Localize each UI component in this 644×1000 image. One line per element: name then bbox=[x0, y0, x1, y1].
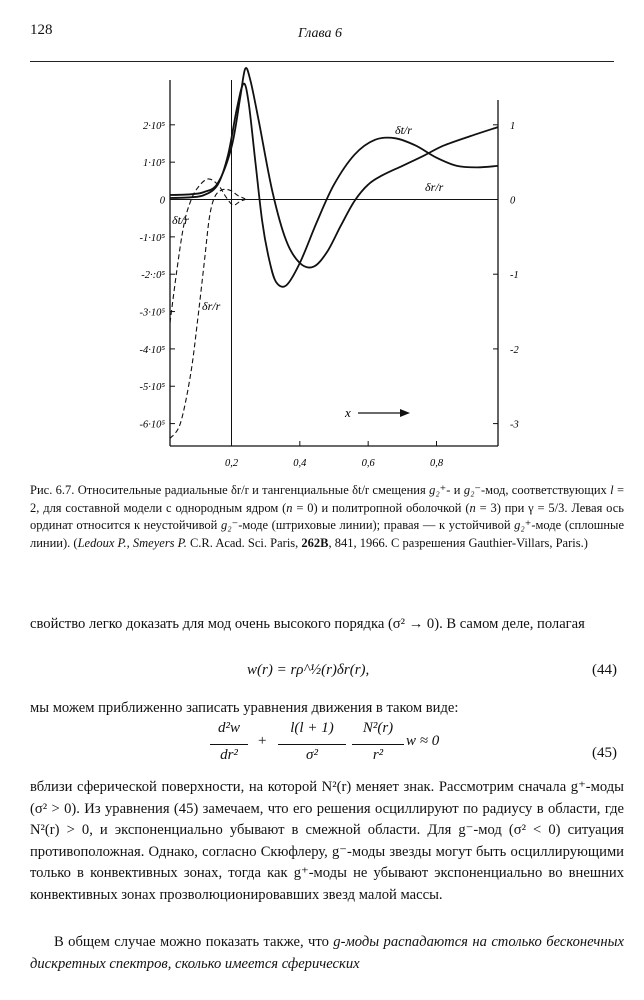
left-tick-label: 1·10⁵ bbox=[142, 158, 165, 170]
x-tick-label: 0,8 bbox=[429, 458, 444, 469]
page-number: 128 bbox=[30, 22, 53, 38]
equation-44-number: (44) bbox=[592, 662, 617, 678]
right-tick-label: -3 bbox=[510, 419, 519, 431]
header-rule bbox=[30, 61, 614, 62]
equation-45: d²w dr² + l(l + 1) σ² N²(r) r² w ≈ 0 bbox=[210, 720, 450, 774]
right-tick-label: 1 bbox=[510, 120, 516, 132]
x-tick-label: 0,6 bbox=[361, 458, 375, 469]
running-title: Глава 6 bbox=[298, 26, 342, 41]
equation-44: w(r) = rρ^½(r)δr(r), bbox=[247, 662, 370, 678]
series-line-solid-2 bbox=[170, 68, 498, 268]
left-tick-label: -6·10⁵ bbox=[139, 419, 165, 431]
x-tick-label: 0,2 bbox=[224, 458, 239, 469]
label-solid-r: δr/r bbox=[425, 180, 444, 194]
paragraph-3: вблизи сферической поверхности, на которой N²(r) меняет знак. Рассмотрим сначала g⁺-моды (σ² > 0). Из уравнения (45) замечаем, что его решения осциллируют по радиусу в области, где N²(r) > 0, и экспоненциально убывают в смежной области. Для g⁻-мод (σ² < 0) ситуация противоположная. Однако, согласно Скюфлеру, g⁻-моды звезды могут быть осциллирующими только в конвективных зонах, тогда как g⁺-моды не убывают экспоненциально во внешних конвективных зонах прозволюционировавших звезд малой массы. bbox=[30, 779, 624, 903]
paragraph-2: мы можем приближенно записать уравнения движения в таком виде: bbox=[30, 700, 459, 716]
left-tick-label: -1·10⁵ bbox=[139, 232, 165, 244]
right-tick-label: 0 bbox=[510, 195, 516, 207]
left-tick-label: 0 bbox=[159, 195, 165, 207]
x-direction-arrow bbox=[358, 409, 410, 417]
left-tick-label: -3·10⁵ bbox=[139, 307, 165, 319]
paragraph-4: В общем случае можно показать также, что g-моды распадаются на столько бесконечных дискретных спектров, сколько имеется сферических bbox=[30, 934, 624, 972]
x-tick-label: 0,4 bbox=[293, 458, 307, 469]
label-dashed-r: δr/r bbox=[202, 299, 221, 313]
label-solid-t: δt/r bbox=[395, 123, 412, 137]
left-tick-label: 2·10⁵ bbox=[142, 120, 165, 132]
series-line-solid-1 bbox=[170, 84, 498, 287]
right-tick-label: -1 bbox=[510, 270, 519, 282]
x-axis-label: x bbox=[345, 405, 351, 420]
left-tick-label: -2·:0⁵ bbox=[141, 270, 165, 282]
left-tick-label: -4·10⁵ bbox=[139, 344, 165, 356]
figure-chart bbox=[130, 78, 570, 468]
figure-caption: Рис. 6.7. Относительные радиальные δr/r и тангенциальные δt/r смещения g₂⁺- и g₂⁻-мод, соответствующих l = 2, для составной модели с однородным ядром (n = 0) и политропной оболочкой (n = 3) при γ = 5/3. Левая ось ординат относится к неустойчивой g₂⁻-моде (штриховые линии); правая — к устойчивой g₂⁺-моде (сплошные линии). (Ledoux P., Smeyers P. C.R. Acad. Sci. Paris, 262B, 841, 1966. С разрешения Gauthier-Villars, Paris.) bbox=[30, 483, 624, 550]
label-dashed-t: δt/r bbox=[172, 213, 189, 227]
right-tick-label: -2 bbox=[510, 344, 519, 356]
equation-45-number: (45) bbox=[592, 745, 617, 761]
left-tick-label: -5·10⁵ bbox=[139, 382, 165, 394]
paragraph-1: свойство легко доказать для мод очень высокого порядка (σ² → 0). В самом деле, полагая bbox=[30, 616, 585, 632]
